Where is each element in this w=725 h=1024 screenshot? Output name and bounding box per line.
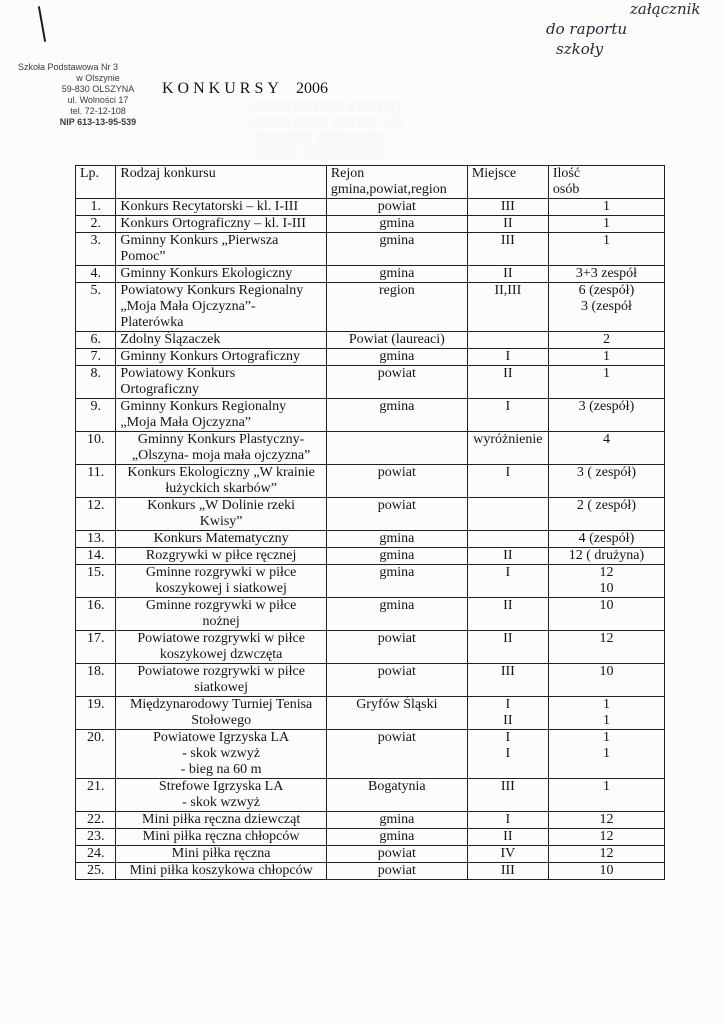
cell-ilosc-line: 1 xyxy=(602,713,610,728)
cell-contest-name-line: Mini piłka ręczna xyxy=(171,846,271,861)
cell-lp: 14. xyxy=(76,548,116,565)
cell-contest-name-line: Powiatowe Igrzyska LA xyxy=(153,730,290,745)
cell-ilosc-line: 2 ( zespół) xyxy=(576,498,636,513)
cell-miejsce xyxy=(467,266,548,283)
cell-ilosc xyxy=(548,233,664,266)
table-row xyxy=(76,332,665,349)
cell-rejon xyxy=(326,349,467,366)
cell-lp: 6. xyxy=(76,332,116,349)
cell-contest-name xyxy=(116,283,326,332)
cell-rejon-line: gmina xyxy=(379,531,415,546)
cell-rejon xyxy=(326,332,467,349)
cell-ilosc xyxy=(548,730,664,779)
cell-miejsce-line: II xyxy=(503,366,513,381)
cell-ilosc-line: 2 xyxy=(602,332,610,347)
cell-ilosc-line: 10 xyxy=(599,664,614,679)
cell-miejsce xyxy=(467,664,548,697)
cell-rejon-line: powiat xyxy=(377,199,416,214)
cell-ilosc-line: 1 xyxy=(602,349,610,364)
cell-miejsce-line: wyróżnienie xyxy=(473,432,543,447)
cell-rejon xyxy=(326,266,467,283)
cell-lp: 9. xyxy=(76,399,116,432)
cell-contest-name-line: „Olszyna- moja mała ojczyzna” xyxy=(131,448,311,463)
cell-miejsce-line: II xyxy=(503,266,513,281)
table-row xyxy=(76,565,665,598)
table-row xyxy=(76,498,665,531)
header-ilosc-line-1: Ilość xyxy=(552,166,581,181)
cell-contest-name-line: Konkurs Recytatorski – kl. I-III xyxy=(120,199,299,214)
cell-rejon xyxy=(326,812,467,829)
header-miejsce: Miejsce xyxy=(467,166,548,199)
cell-miejsce-line: I xyxy=(505,746,511,761)
cell-contest-name xyxy=(116,631,326,664)
header-ilosc-line-2: osób xyxy=(552,182,580,197)
cell-miejsce xyxy=(467,531,548,548)
cell-miejsce xyxy=(467,697,548,730)
cell-contest-name-line: Konkurs „W Dolinie rzeki xyxy=(147,498,296,513)
cell-lp: 8. xyxy=(76,366,116,399)
cell-miejsce xyxy=(467,233,548,266)
cell-rejon xyxy=(326,283,467,332)
table-row xyxy=(76,846,665,863)
table-row xyxy=(76,233,665,266)
cell-rejon-line: gmina xyxy=(379,565,415,580)
cell-ilosc-line: 12 ( drużyna) xyxy=(568,548,645,563)
table-header-row xyxy=(76,166,665,199)
cell-rejon xyxy=(326,548,467,565)
school-stamp xyxy=(18,62,178,128)
cell-rejon-line: powiat xyxy=(377,465,416,480)
cell-rejon xyxy=(326,779,467,812)
cell-contest-name-line: Gminny Konkurs Ekologiczny xyxy=(120,266,293,281)
cell-ilosc-line: 3 (zespół xyxy=(580,299,632,314)
cell-contest-name-line: Gminny Konkurs Regionalny xyxy=(120,399,287,414)
cell-miejsce-line: I xyxy=(505,812,511,827)
stamp-line-nip: NIP 613-13-95-539 xyxy=(59,117,137,127)
cell-contest-name xyxy=(116,565,326,598)
cell-contest-name xyxy=(116,812,326,829)
cell-contest-name-line: Pomoc” xyxy=(120,249,166,264)
cell-contest-name xyxy=(116,399,326,432)
cell-lp: 19. xyxy=(76,697,116,730)
stamp-line-town: w Olszynie xyxy=(76,73,120,83)
cell-rejon-line: gmina xyxy=(379,233,415,248)
header-name: Rodzaj konkursu xyxy=(116,166,326,199)
cell-rejon xyxy=(326,465,467,498)
table-row xyxy=(76,399,665,432)
cell-rejon-line: gmina xyxy=(379,399,415,414)
cell-contest-name xyxy=(116,332,326,349)
table-row xyxy=(76,283,665,332)
cell-ilosc xyxy=(548,465,664,498)
cell-contest-name-line: koszykowej dzwczęta xyxy=(159,647,283,662)
cell-contest-name-line: Mini piłka ręczna chłopców xyxy=(142,829,300,844)
cell-miejsce-line: I xyxy=(505,730,511,745)
cell-miejsce xyxy=(467,498,548,531)
cell-rejon-line: gmina xyxy=(379,548,415,563)
table-row xyxy=(76,631,665,664)
cell-ilosc-line: 1 xyxy=(602,199,610,214)
cell-contest-name-line: Powiatowy Konkurs Regionalny xyxy=(120,283,304,298)
cell-contest-name-line: Gminne rozgrywki w piłce xyxy=(145,565,297,580)
cell-lp: 5. xyxy=(76,283,116,332)
cell-lp: 4. xyxy=(76,266,116,283)
cell-miejsce-line: I xyxy=(505,697,511,712)
table-row xyxy=(76,829,665,846)
table-row xyxy=(76,349,665,366)
cell-lp: 2. xyxy=(76,216,116,233)
table-row xyxy=(76,199,665,216)
cell-ilosc xyxy=(548,829,664,846)
cell-ilosc xyxy=(548,283,664,332)
cell-rejon-line: powiat xyxy=(377,730,416,745)
cell-contest-name-line: - skok wzwyż xyxy=(182,795,261,810)
cell-ilosc-line: 10 xyxy=(599,581,614,596)
cell-ilosc xyxy=(548,863,664,880)
table-row xyxy=(76,863,665,880)
cell-rejon-line: gmina xyxy=(379,216,415,231)
cell-ilosc xyxy=(548,531,664,548)
cell-contest-name-line: - skok wzwyż xyxy=(182,746,261,761)
handwritten-note xyxy=(520,0,720,68)
cell-contest-name-line: Stołowego xyxy=(191,713,252,728)
cell-rejon xyxy=(326,432,467,465)
table-row xyxy=(76,266,665,283)
cell-contest-name xyxy=(116,531,326,548)
cell-ilosc-line: 1 xyxy=(602,233,610,248)
cell-rejon-line: gmina xyxy=(379,829,415,844)
cell-ilosc-line: 1 xyxy=(602,746,610,761)
cell-miejsce-line: III xyxy=(500,233,515,248)
cell-lp: 15. xyxy=(76,565,116,598)
table-row xyxy=(76,697,665,730)
contests-table xyxy=(75,165,665,880)
cell-lp: 21. xyxy=(76,779,116,812)
cell-ilosc-line: 12 xyxy=(599,631,614,646)
cell-contest-name-line: „Moja Mała Ojczyzna”- xyxy=(120,299,256,314)
cell-contest-name xyxy=(116,863,326,880)
cell-rejon xyxy=(326,199,467,216)
cell-ilosc-line: 1 xyxy=(602,779,610,794)
cell-ilosc xyxy=(548,565,664,598)
cell-rejon xyxy=(326,531,467,548)
cell-ilosc-line: 6 (zespół) xyxy=(578,283,635,298)
cell-contest-name xyxy=(116,266,326,283)
cell-miejsce xyxy=(467,216,548,233)
handwritten-line-1: załącznik xyxy=(630,0,701,18)
cell-contest-name xyxy=(116,432,326,465)
cell-rejon-line: Powiat (laureaci) xyxy=(348,332,445,347)
cell-rejon-line: gmina xyxy=(379,598,415,613)
cell-miejsce-line: I xyxy=(505,565,511,580)
cell-miejsce xyxy=(467,863,548,880)
cell-ilosc-line: 12 xyxy=(599,812,614,827)
cell-rejon-line: powiat xyxy=(377,846,416,861)
table-row xyxy=(76,465,665,498)
handwritten-line-3: szkoły xyxy=(556,40,604,58)
cell-rejon xyxy=(326,664,467,697)
cell-contest-name xyxy=(116,846,326,863)
cell-miejsce-line: I xyxy=(505,465,511,480)
cell-contest-name-line: Konkurs Matematyczny xyxy=(153,531,289,546)
cell-ilosc-line: 12 xyxy=(599,846,614,861)
cell-contest-name xyxy=(116,498,326,531)
bleed-through-text: ░░░░░░░░░░░░ ░░░░░░░ ░░░░░░░░░░ ░░░░░░ ░░░ ░░░░░░░░ ░░░░░░░░░ ░░░░░░ ░░░░░░░░░░░ xyxy=(250,101,404,158)
cell-rejon-line: region xyxy=(378,283,415,298)
stamp-line-phone: tel. 72-12-108 xyxy=(70,106,126,116)
cell-ilosc-line: 1 xyxy=(602,697,610,712)
cell-contest-name xyxy=(116,664,326,697)
header-ilosc xyxy=(548,166,664,199)
cell-rejon xyxy=(326,846,467,863)
table-row xyxy=(76,366,665,399)
cell-contest-name-line: Powiatowe rozgrywki w piłce xyxy=(137,664,305,679)
cell-contest-name xyxy=(116,829,326,846)
cell-lp: 10. xyxy=(76,432,116,465)
document-title: KONKURSY xyxy=(162,80,283,97)
cell-ilosc xyxy=(548,812,664,829)
cell-ilosc xyxy=(548,548,664,565)
cell-lp: 22. xyxy=(76,812,116,829)
cell-contest-name-line: Gminne rozgrywki w piłce xyxy=(145,598,297,613)
cell-lp: 11. xyxy=(76,465,116,498)
cell-ilosc-line: 3 ( zespół) xyxy=(576,465,636,480)
stamp-line-street: ul. Wolności 17 xyxy=(67,95,129,105)
cell-lp: 16. xyxy=(76,598,116,631)
cell-miejsce-line: II xyxy=(503,598,513,613)
cell-miejsce-line: II xyxy=(503,631,513,646)
cell-ilosc-line: 12 xyxy=(599,829,614,844)
cell-rejon xyxy=(326,829,467,846)
cell-rejon xyxy=(326,498,467,531)
cell-miejsce-line: II xyxy=(503,713,513,728)
cell-rejon xyxy=(326,697,467,730)
cell-ilosc xyxy=(548,498,664,531)
stamp-line-school: Szkoła Podstawowa Nr 3 xyxy=(18,62,119,72)
cell-rejon-line: gmina xyxy=(379,812,415,827)
header-rejon xyxy=(326,166,467,199)
cell-lp: 25. xyxy=(76,863,116,880)
cell-lp: 24. xyxy=(76,846,116,863)
cell-rejon xyxy=(326,631,467,664)
cell-ilosc-line: 10 xyxy=(599,598,614,613)
cell-ilosc-line: 12 xyxy=(599,565,614,580)
cell-contest-name-line: „Moja Mała Ojczyzna” xyxy=(120,415,252,430)
cell-ilosc xyxy=(548,598,664,631)
cell-contest-name-line: Ortograficzny xyxy=(120,382,199,397)
cell-ilosc xyxy=(548,432,664,465)
cell-miejsce xyxy=(467,598,548,631)
cell-contest-name-line: Rozgrywki w piłce ręcznej xyxy=(145,548,297,563)
cell-contest-name-line: Platerówka xyxy=(120,315,184,330)
cell-contest-name-line: Powiatowe rozgrywki w piłce xyxy=(137,631,305,646)
cell-ilosc xyxy=(548,366,664,399)
cell-miejsce-line: II xyxy=(503,216,513,231)
cell-rejon-line: gmina xyxy=(379,349,415,364)
cell-contest-name-line: łużyckich skarbów” xyxy=(165,481,277,496)
cell-contest-name xyxy=(116,199,326,216)
cell-miejsce-line: II xyxy=(503,829,513,844)
cell-ilosc xyxy=(548,266,664,283)
cell-rejon xyxy=(326,399,467,432)
document-year: 2006 xyxy=(296,80,328,97)
cell-contest-name-line: siatkowej xyxy=(194,680,248,695)
cell-rejon-line: Bogatynia xyxy=(368,779,426,794)
cell-miejsce xyxy=(467,565,548,598)
cell-lp: 13. xyxy=(76,531,116,548)
header-lp: Lp. xyxy=(76,166,116,199)
cell-ilosc-line: 1 xyxy=(602,730,610,745)
cell-rejon xyxy=(326,216,467,233)
cell-ilosc-line: 3+3 zespół xyxy=(575,266,638,281)
cell-ilosc xyxy=(548,332,664,349)
cell-miejsce xyxy=(467,812,548,829)
table-row xyxy=(76,216,665,233)
cell-miejsce xyxy=(467,548,548,565)
table-row xyxy=(76,730,665,779)
cell-miejsce xyxy=(467,399,548,432)
cell-contest-name xyxy=(116,598,326,631)
table-row xyxy=(76,548,665,565)
cell-contest-name xyxy=(116,349,326,366)
cell-contest-name xyxy=(116,779,326,812)
cell-contest-name xyxy=(116,233,326,266)
table-row xyxy=(76,432,665,465)
cell-miejsce-line: I xyxy=(505,399,511,414)
cell-miejsce-line: I xyxy=(505,349,511,364)
cell-contest-name xyxy=(116,216,326,233)
cell-contest-name-line: Gminny Konkurs „Pierwsza xyxy=(120,233,279,248)
cell-rejon-line: powiat xyxy=(377,366,416,381)
cell-lp: 20. xyxy=(76,730,116,779)
cell-rejon-line: powiat xyxy=(377,498,416,513)
cell-ilosc xyxy=(548,664,664,697)
cell-rejon xyxy=(326,598,467,631)
cell-rejon xyxy=(326,863,467,880)
cell-ilosc xyxy=(548,399,664,432)
cell-miejsce-line: III xyxy=(500,199,515,214)
cell-miejsce-line: III xyxy=(500,863,515,878)
cell-contest-name-line: Strefowe Igrzyska LA xyxy=(158,779,284,794)
table-row xyxy=(76,598,665,631)
cell-miejsce-line: III xyxy=(500,664,515,679)
cell-contest-name-line: Kwisy” xyxy=(199,514,243,529)
cell-contest-name xyxy=(116,465,326,498)
cell-contest-name-line: Gminny Konkurs Plastyczny- xyxy=(137,432,305,447)
cell-miejsce xyxy=(467,846,548,863)
cell-miejsce-line: II,III xyxy=(494,283,522,298)
cell-miejsce-line: IV xyxy=(500,846,516,861)
cell-ilosc-line: 3 (zespół) xyxy=(578,399,635,414)
cell-rejon xyxy=(326,565,467,598)
cell-lp: 17. xyxy=(76,631,116,664)
cell-miejsce xyxy=(467,349,548,366)
cell-contest-name-line: Gminny Konkurs Ortograficzny xyxy=(120,349,301,364)
table-row xyxy=(76,531,665,548)
cell-rejon-line: powiat xyxy=(377,664,416,679)
cell-contest-name-line: Zdolny Ślązaczek xyxy=(120,332,221,347)
cell-rejon-line: Gryfów Śląski xyxy=(356,697,438,712)
cell-ilosc-line: 1 xyxy=(602,366,610,381)
cell-contest-name-line: Mini piłka ręczna dziewcząt xyxy=(142,812,301,827)
cell-rejon-line: powiat xyxy=(377,631,416,646)
cell-contest-name xyxy=(116,730,326,779)
cell-miejsce xyxy=(467,199,548,216)
cell-lp: 12. xyxy=(76,498,116,531)
stamp-line-postcode: 59-830 OLSZYNA xyxy=(61,84,135,94)
cell-contest-name-line: Konkurs Ortograficzny – kl. I-III xyxy=(120,216,306,231)
cell-contest-name xyxy=(116,366,326,399)
cell-miejsce xyxy=(467,829,548,846)
cell-ilosc-line: 4 xyxy=(602,432,610,447)
cell-contest-name-line: nożnej xyxy=(202,614,240,629)
header-rejon-line-1: Rejon xyxy=(330,166,365,181)
cell-ilosc-line: 10 xyxy=(599,863,614,878)
cell-miejsce xyxy=(467,730,548,779)
cell-ilosc xyxy=(548,349,664,366)
cell-ilosc-line: 1 xyxy=(602,216,610,231)
cell-miejsce xyxy=(467,332,548,349)
cell-lp: 18. xyxy=(76,664,116,697)
cell-contest-name-line: koszykowej i siatkowej xyxy=(155,581,287,596)
cell-miejsce xyxy=(467,366,548,399)
cell-contest-name-line: Konkurs Ekologiczny „W krainie xyxy=(127,465,315,480)
cell-contest-name-line: Międzynarodowy Turniej Tenisa xyxy=(129,697,313,712)
cell-ilosc xyxy=(548,199,664,216)
cell-lp: 3. xyxy=(76,233,116,266)
cell-miejsce xyxy=(467,432,548,465)
cell-rejon-line: powiat xyxy=(377,863,416,878)
cell-miejsce-line: III xyxy=(500,779,515,794)
cell-ilosc xyxy=(548,631,664,664)
cell-contest-name-line: Mini piłka koszykowa chłopców xyxy=(129,863,313,878)
cell-lp: 7. xyxy=(76,349,116,366)
cell-miejsce xyxy=(467,283,548,332)
margin-pen-stroke xyxy=(38,6,46,42)
cell-ilosc xyxy=(548,846,664,863)
cell-ilosc-line: 4 (zespół) xyxy=(578,531,635,546)
table-row xyxy=(76,812,665,829)
cell-miejsce-line: II xyxy=(503,548,513,563)
cell-contest-name-line: - bieg na 60 m xyxy=(180,762,262,777)
cell-ilosc xyxy=(548,697,664,730)
cell-miejsce xyxy=(467,465,548,498)
cell-rejon xyxy=(326,233,467,266)
cell-contest-name-line: Powiatowy Konkurs xyxy=(120,366,236,381)
handwritten-line-2: do raportu xyxy=(546,20,628,38)
header-rejon-line-2: gmina,powiat,region xyxy=(330,182,447,197)
cell-contest-name xyxy=(116,548,326,565)
cell-rejon xyxy=(326,366,467,399)
cell-rejon xyxy=(326,730,467,779)
cell-lp: 1. xyxy=(76,199,116,216)
cell-rejon-line: gmina xyxy=(379,266,415,281)
cell-contest-name xyxy=(116,697,326,730)
table-row xyxy=(76,664,665,697)
cell-miejsce xyxy=(467,631,548,664)
table-row xyxy=(76,779,665,812)
cell-miejsce xyxy=(467,779,548,812)
cell-ilosc xyxy=(548,216,664,233)
cell-ilosc xyxy=(548,779,664,812)
cell-lp: 23. xyxy=(76,829,116,846)
